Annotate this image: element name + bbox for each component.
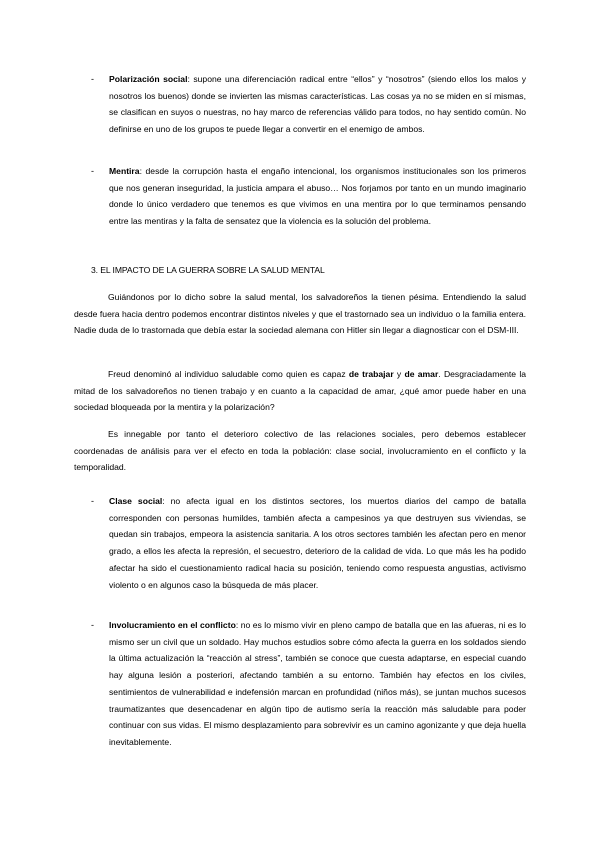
bullet-dash: - [91,496,94,506]
bullet-text: : desde la corrupción hasta el engaño intencional, los organismos institucionales son los primeros que nos generan inseguridad, la justicia ampara el abuso… Nos forjamos por tanto en un mundo imaginario donde lo único verdadero que tenemos es que vivimos en una mentira por lo que terminamos pensando entre las mentiras y la falta de sensatez que la violencia es la solución del problema. [109,166,526,227]
bullet-text: : no afecta igual en los distintos sectores, los muertos diarios del campo de batalla corresponden con personas humildes, también afecta a campesinos ya que destruyen sus viviendas, se quedan sin trabajos, empeora la asistencia sanitaria. A los otros sectores también les afectan pero en menor grado, a ellos les afecta la represión, el secuestro, deterioro de la calidad de vida. Lo que más les ha podido afectar ha sido el cuestionamiento radical hacia su posición, teniendo como respuesta angustias, activismo violento o en algunos caso la búsqueda de más placer. [109,496,526,590]
bullet-text: : no es lo mismo vivir en pleno campo de batalla que en las afueras, ni es lo mismo ser un civil que un soldado. Hay muchos estudios sobre cómo afecta la guerra en los soldados siendo la última actualización la “reacción al stress”, también se conoce que cuesta adaptarse, en especial cuando hay alguna lesión a posteriori, afectando también a su entorno. También hay efectos en los civiles, sentimientos de vulnerabilidad e indefensión marcan en profundidad (niños más), se juntan muchos sucesos traumatizantes que desencadenar en algún tipo de autismo sería la reacción más saludable para poder continuar con sus vidas. El mismo desplazamiento para sobrevivir es un camino agonizante y que deja huella inevitablemente. [109,620,526,747]
bullet-dash: - [91,74,94,84]
bullet-term: Mentira [109,166,140,176]
paragraph-freud: Freud denominó al individuo saludable como quien es capaz de trabajar y de amar. Desgraciadamente la mitad de los salvadoreños no tienen trabajo y en cuanto a la capacidad de amar, ¿qué amor puede haber en una sociedad bloqueada por la mentira y la polarización? [74,369,527,413]
bullet-term: Polarización social [109,74,188,84]
paragraph-salud-mental: Guiándonos por lo dicho sobre la salud mental, los salvadoreños la tienen pésima. Entendiendo la salud desde fuera hacia dentro podemos encontrar distintos niveles y que el trastornado sea un individuo o la familia entera. Nadie duda de lo trastornada que debía estar la sociedad alemana con Hitler sin llegar a diagnosticar con el DSM-III. [74,292,526,336]
bullet-involucramiento [109,617,526,751]
bullet-clase-social [109,493,526,593]
bullet-text: : supone una diferenciación radical entre “ellos” y “nosotros” (siendo ellos los malos y nosotros los buenos) donde se invierten las mismas características. Las cosas ya no se miden en sí mismas, se clasifican en suyos o nuestras, no hay marco de referencias válido para todos, no hay sentido común. No definirse en uno de los grupos te puede llegar a convertir en el enemigo de ambos. [109,74,526,135]
bullet-term: Clase social [109,496,163,506]
paragraph-deterioro-colectivo: Es innegable por tanto el deterioro colectivo de las relaciones sociales, pero debemos establecer coordenadas de análisis para ver el efecto en toda la población: clase social, involucramiento en el conflicto y la temporalidad. [74,429,526,473]
bullet-polarizacion-social [109,71,526,138]
bullet-mentira [109,163,526,230]
bullet-term: Involucramiento en el conflicto [109,620,236,630]
bullet-dash: - [91,620,94,630]
bullet-dash: - [91,166,94,176]
section-heading: 3. EL IMPACTO DE LA GUERRA SOBRE LA SALUD MENTAL [91,265,325,275]
